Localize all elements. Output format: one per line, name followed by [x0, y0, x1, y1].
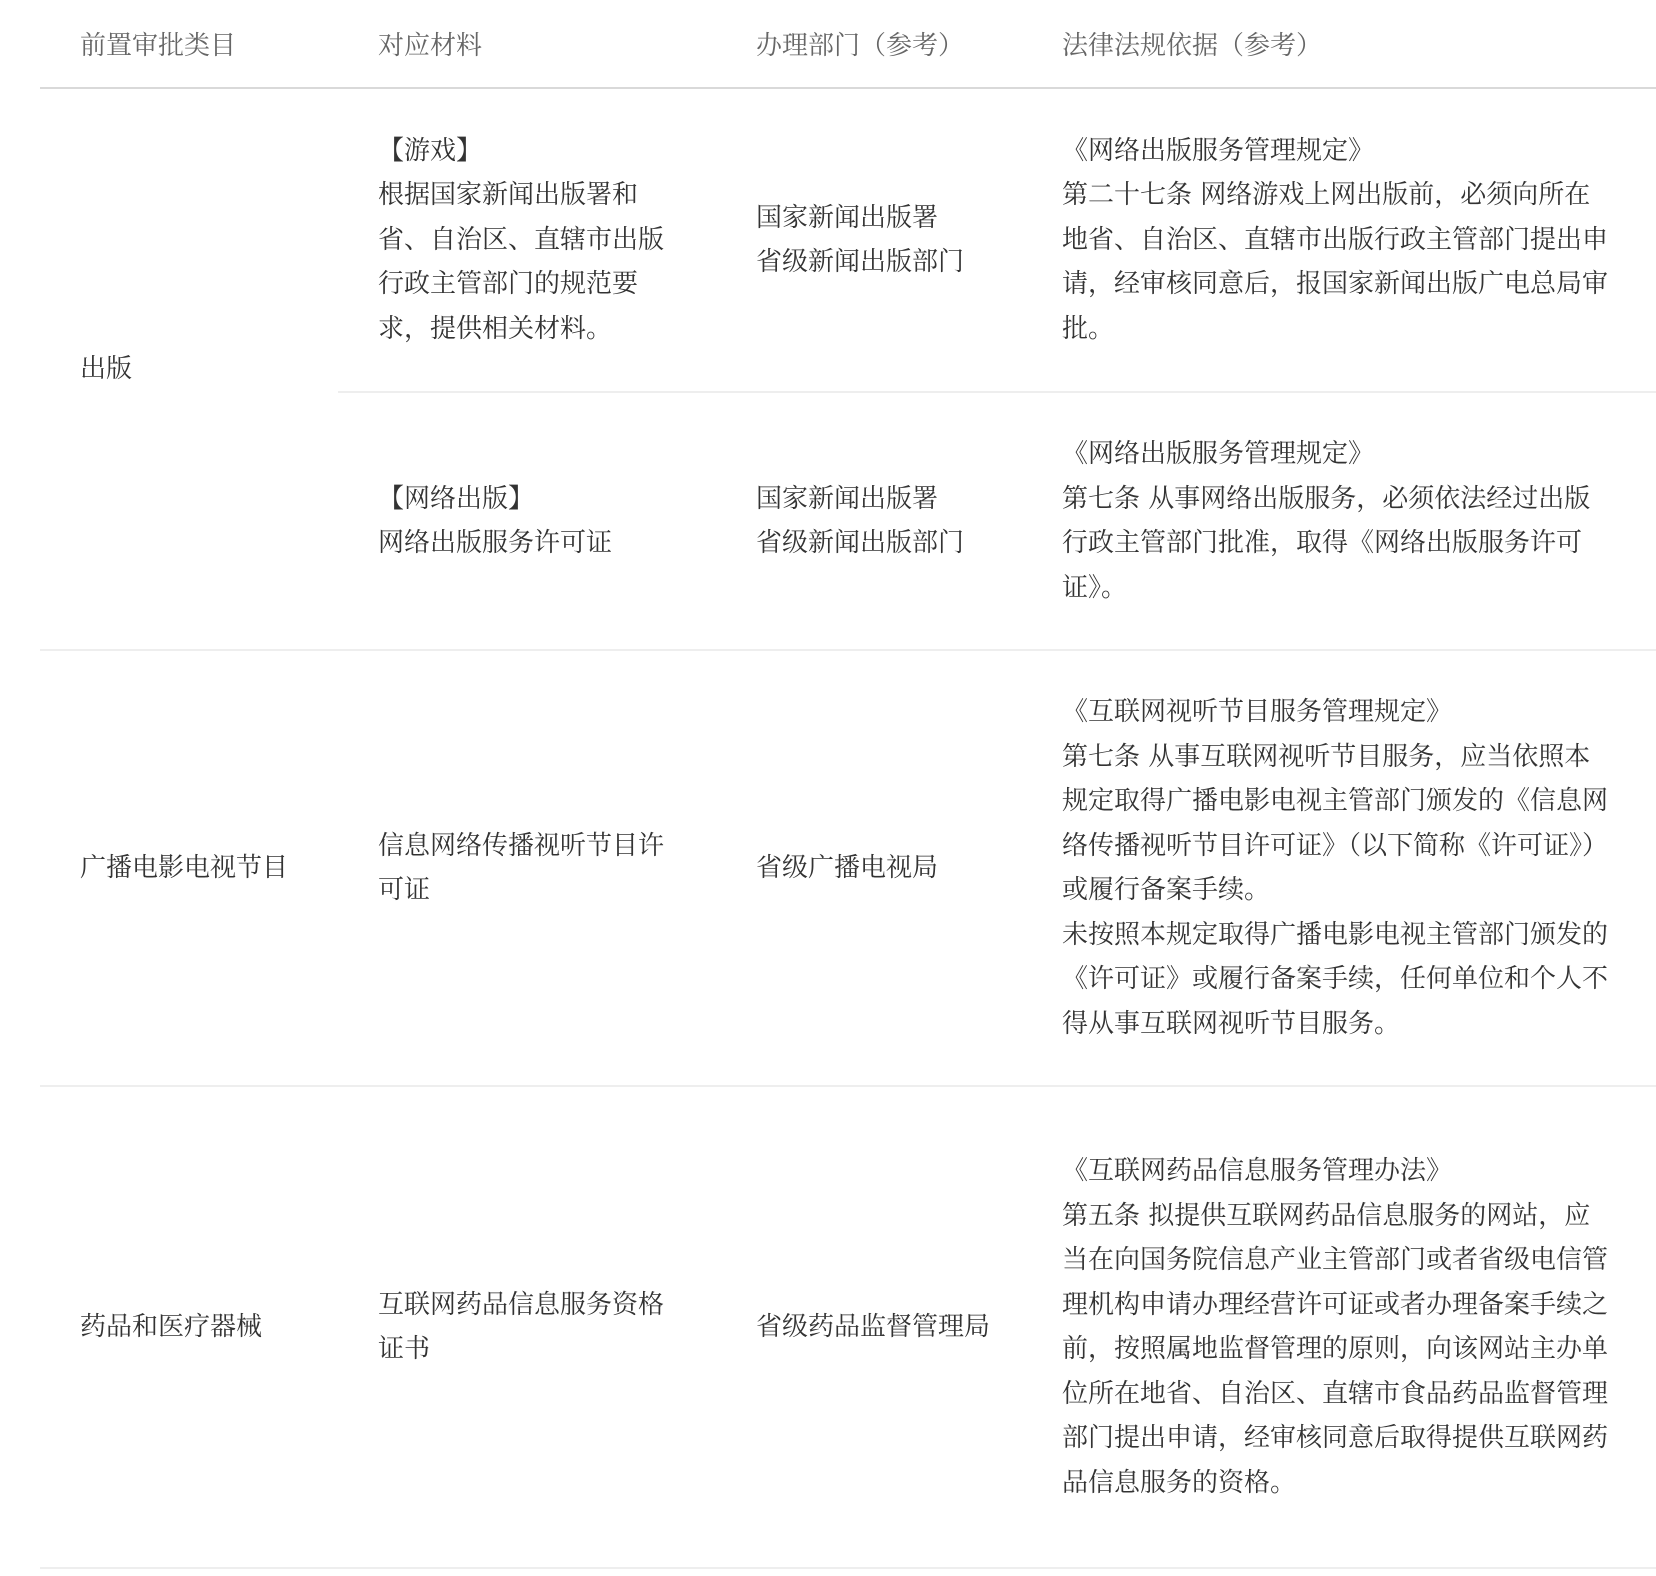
table-row	[40, 1086, 1656, 1568]
department-cell	[716, 88, 1022, 392]
law-title: 《网络出版服务管理规定》	[1062, 439, 1375, 469]
material-text: 根据国家新闻出版署和省、自治区、直辖市出版行政主管部门的规范要求，提供相关材料。	[378, 180, 665, 344]
department-cell	[716, 392, 1022, 650]
law-text: 第五条 拟提供互联网药品信息服务的网站，应当在向国务院信息产业主管部门或者省级电信管理机构申请办理经营许可证或者办理备案手续之前，按照属地监督管理的原则，向该网站主办单位所在地省、自治区、直辖市食品药品监督管理部门提出申请，经审核同意后取得提供互联网药品信息服务的资格。	[1062, 1200, 1609, 1498]
header-category: 前置审批类目	[40, 0, 338, 88]
law-title: 《互联网药品信息服务管理办法》	[1062, 1156, 1453, 1186]
material-cell	[338, 392, 716, 650]
header-department: 办理部门（参考）	[716, 0, 1022, 88]
law-cell	[1022, 392, 1656, 650]
approval-table	[40, 0, 1656, 1569]
table-row	[40, 88, 1656, 392]
law-cell	[1022, 650, 1656, 1086]
law-title: 《互联网视听节目服务管理规定》	[1062, 697, 1453, 727]
material-tag: 【游戏】	[378, 135, 483, 166]
department-text: 省级新闻出版部门	[756, 247, 965, 277]
department-text: 省级药品监督管理局	[756, 1311, 991, 1342]
material-text: 网络出版服务许可证	[378, 528, 613, 558]
category-text: 药品和医疗器械	[80, 1311, 263, 1342]
material-cell	[338, 650, 716, 1086]
department-text: 国家新闻出版署	[756, 483, 939, 514]
department-text: 国家新闻出版署	[756, 202, 939, 233]
law-cell	[1022, 1086, 1656, 1568]
category-cell	[40, 88, 338, 650]
header-material: 对应材料	[338, 0, 716, 88]
law-text: 第七条 从事网络出版服务，必须依法经过出版行政主管部门批准，取得《网络出版服务许可证》。	[1062, 483, 1591, 603]
category-text: 出版	[80, 353, 133, 384]
material-text: 信息网络传播视听节目许可证	[378, 830, 665, 905]
category-text: 广播电影电视节目	[80, 852, 289, 883]
material-text: 互联网药品信息服务资格证书	[378, 1289, 665, 1364]
category-cell	[40, 650, 338, 1086]
law-text: 第二十七条 网络游戏上网出版前，必须向所在地省、自治区、直辖市出版行政主管部门提出申请，经审核同意后，报国家新闻出版广电总局审批。	[1062, 180, 1609, 344]
law-title: 《网络出版服务管理规定》	[1062, 135, 1375, 166]
law-cell	[1022, 88, 1656, 392]
material-cell	[338, 88, 716, 392]
material-tag: 【网络出版】	[378, 483, 535, 514]
law-text: 未按照本规定取得广播电影电视主管部门颁发的《许可证》或履行备案手续，任何单位和个人不得从事互联网视听节目服务。	[1062, 919, 1609, 1039]
department-cell	[716, 650, 1022, 1086]
table-header-row	[40, 0, 1656, 88]
category-cell	[40, 1086, 338, 1568]
department-cell	[716, 1086, 1022, 1568]
material-cell	[338, 1086, 716, 1568]
department-text: 省级广播电视局	[756, 852, 939, 883]
header-law: 法律法规依据（参考）	[1022, 0, 1656, 88]
law-text: 第七条 从事互联网视听节目服务，应当依照本规定取得广播电影电视主管部门颁发的《信息网络传播视听节目许可证》（以下简称《许可证》）或履行备案手续。	[1062, 741, 1609, 905]
department-text: 省级新闻出版部门	[756, 528, 965, 558]
table-row	[40, 650, 1656, 1086]
